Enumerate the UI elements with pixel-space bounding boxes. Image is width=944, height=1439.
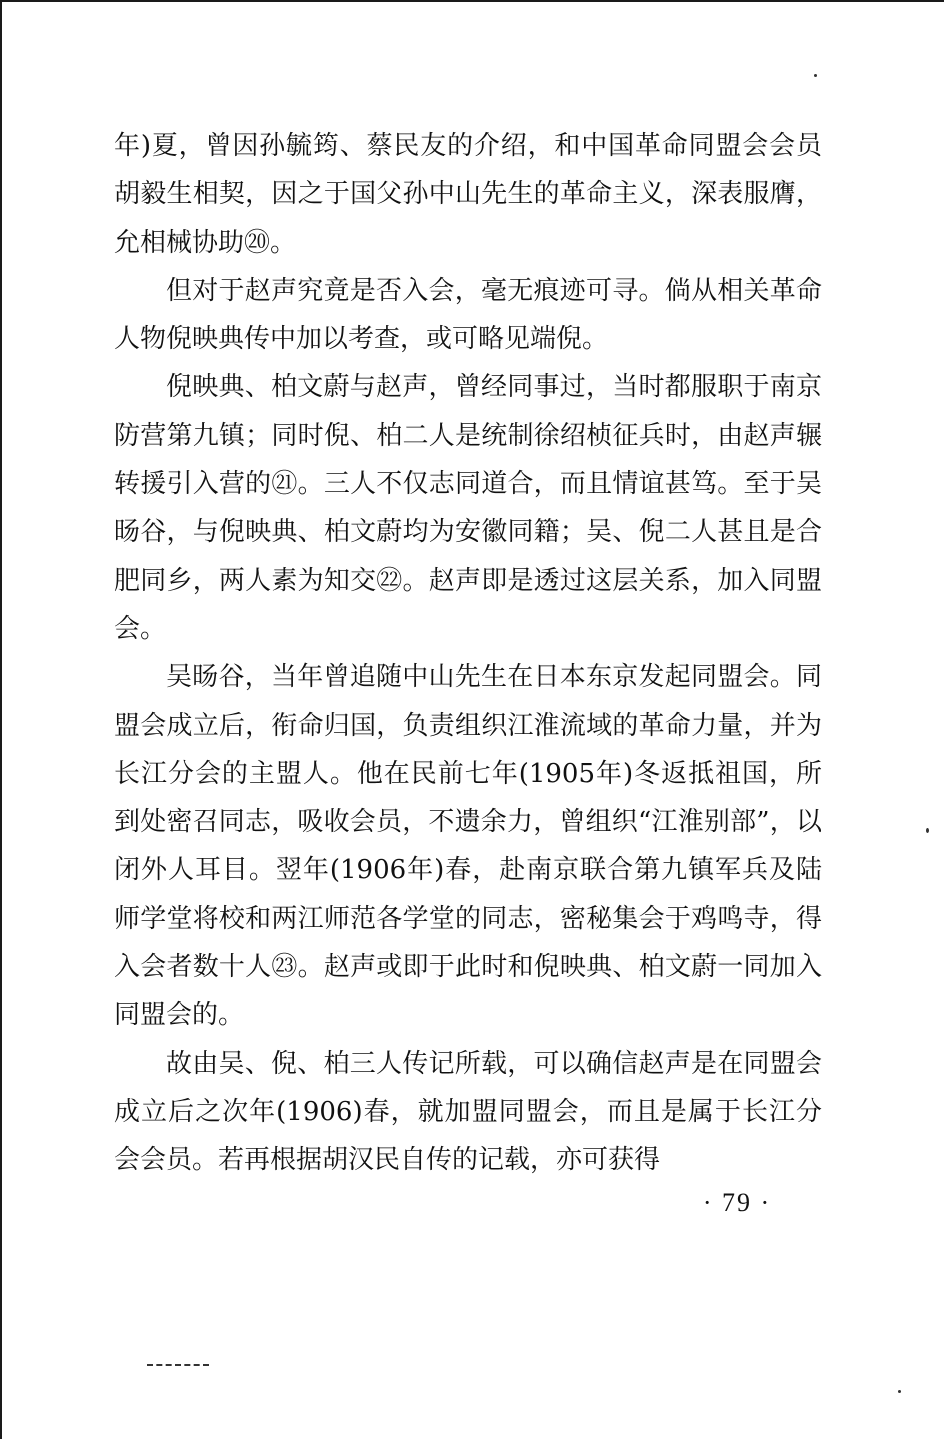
paragraph-3: 倪映典、柏文蔚与赵声，曾经同事过，当时都服职于南京防营第九镇；同时倪、柏二人是统制徐绍桢征兵时，由赵声辗转援引入营的㉑。三人不仅志同道合，而且情谊甚笃。至于吴旸谷，与倪映典、柏文蔚均为安徽同籍；吴、倪二人甚且是合肥同乡，两人素为知交㉒。赵声即是透过这层关系，加入同盟会。	[114, 372, 822, 644]
scan-speck	[898, 1390, 901, 1393]
paragraph-4: 吴旸谷，当年曾追随中山先生在日本东京发起同盟会。同盟会成立后，衔命归国，负责组织江淮流域的革命力量，并为长江分会的主盟人。他在民前七年(1905年)冬返抵祖国，所到处密召同志，吸收会员，不遗余力，曾组织“江淮别部”，以闭外人耳目。翌年(1906年)春，赴南京联合第九镇军兵及陆师学堂将校和两江师范各学堂的同志，密秘集会于鸡鸣寺，得入会者数十人㉓。赵声或即于此时和倪映典、柏文蔚一同加入同盟会的。	[114, 662, 822, 1031]
paragraph-1: 年)夏，曾因孙毓筠、蔡民友的介绍，和中国革命同盟会会员胡毅生相契，因之于国父孙中山先生的革命主义，深表服膺，允相械协助⑳。	[114, 131, 822, 258]
scan-speck	[814, 74, 817, 77]
paragraph-5: 故由吴、倪、柏三人传记所载，可以确信赵声是在同盟会成立后之次年(1906)春，就加盟同盟会，而且是属于长江分会会员。若再根据胡汉民自传的记载，亦可获得	[114, 1048, 822, 1176]
page-number: · 79 ·	[702, 1188, 772, 1217]
scan-dash-mark	[147, 1364, 209, 1368]
body-text	[114, 122, 822, 1185]
paragraph-2: 但对于赵声究竟是否入会，毫无痕迹可寻。倘从相关革命人物倪映典传中加以考查，或可略见端倪。	[114, 275, 822, 355]
scan-speck	[926, 828, 929, 833]
